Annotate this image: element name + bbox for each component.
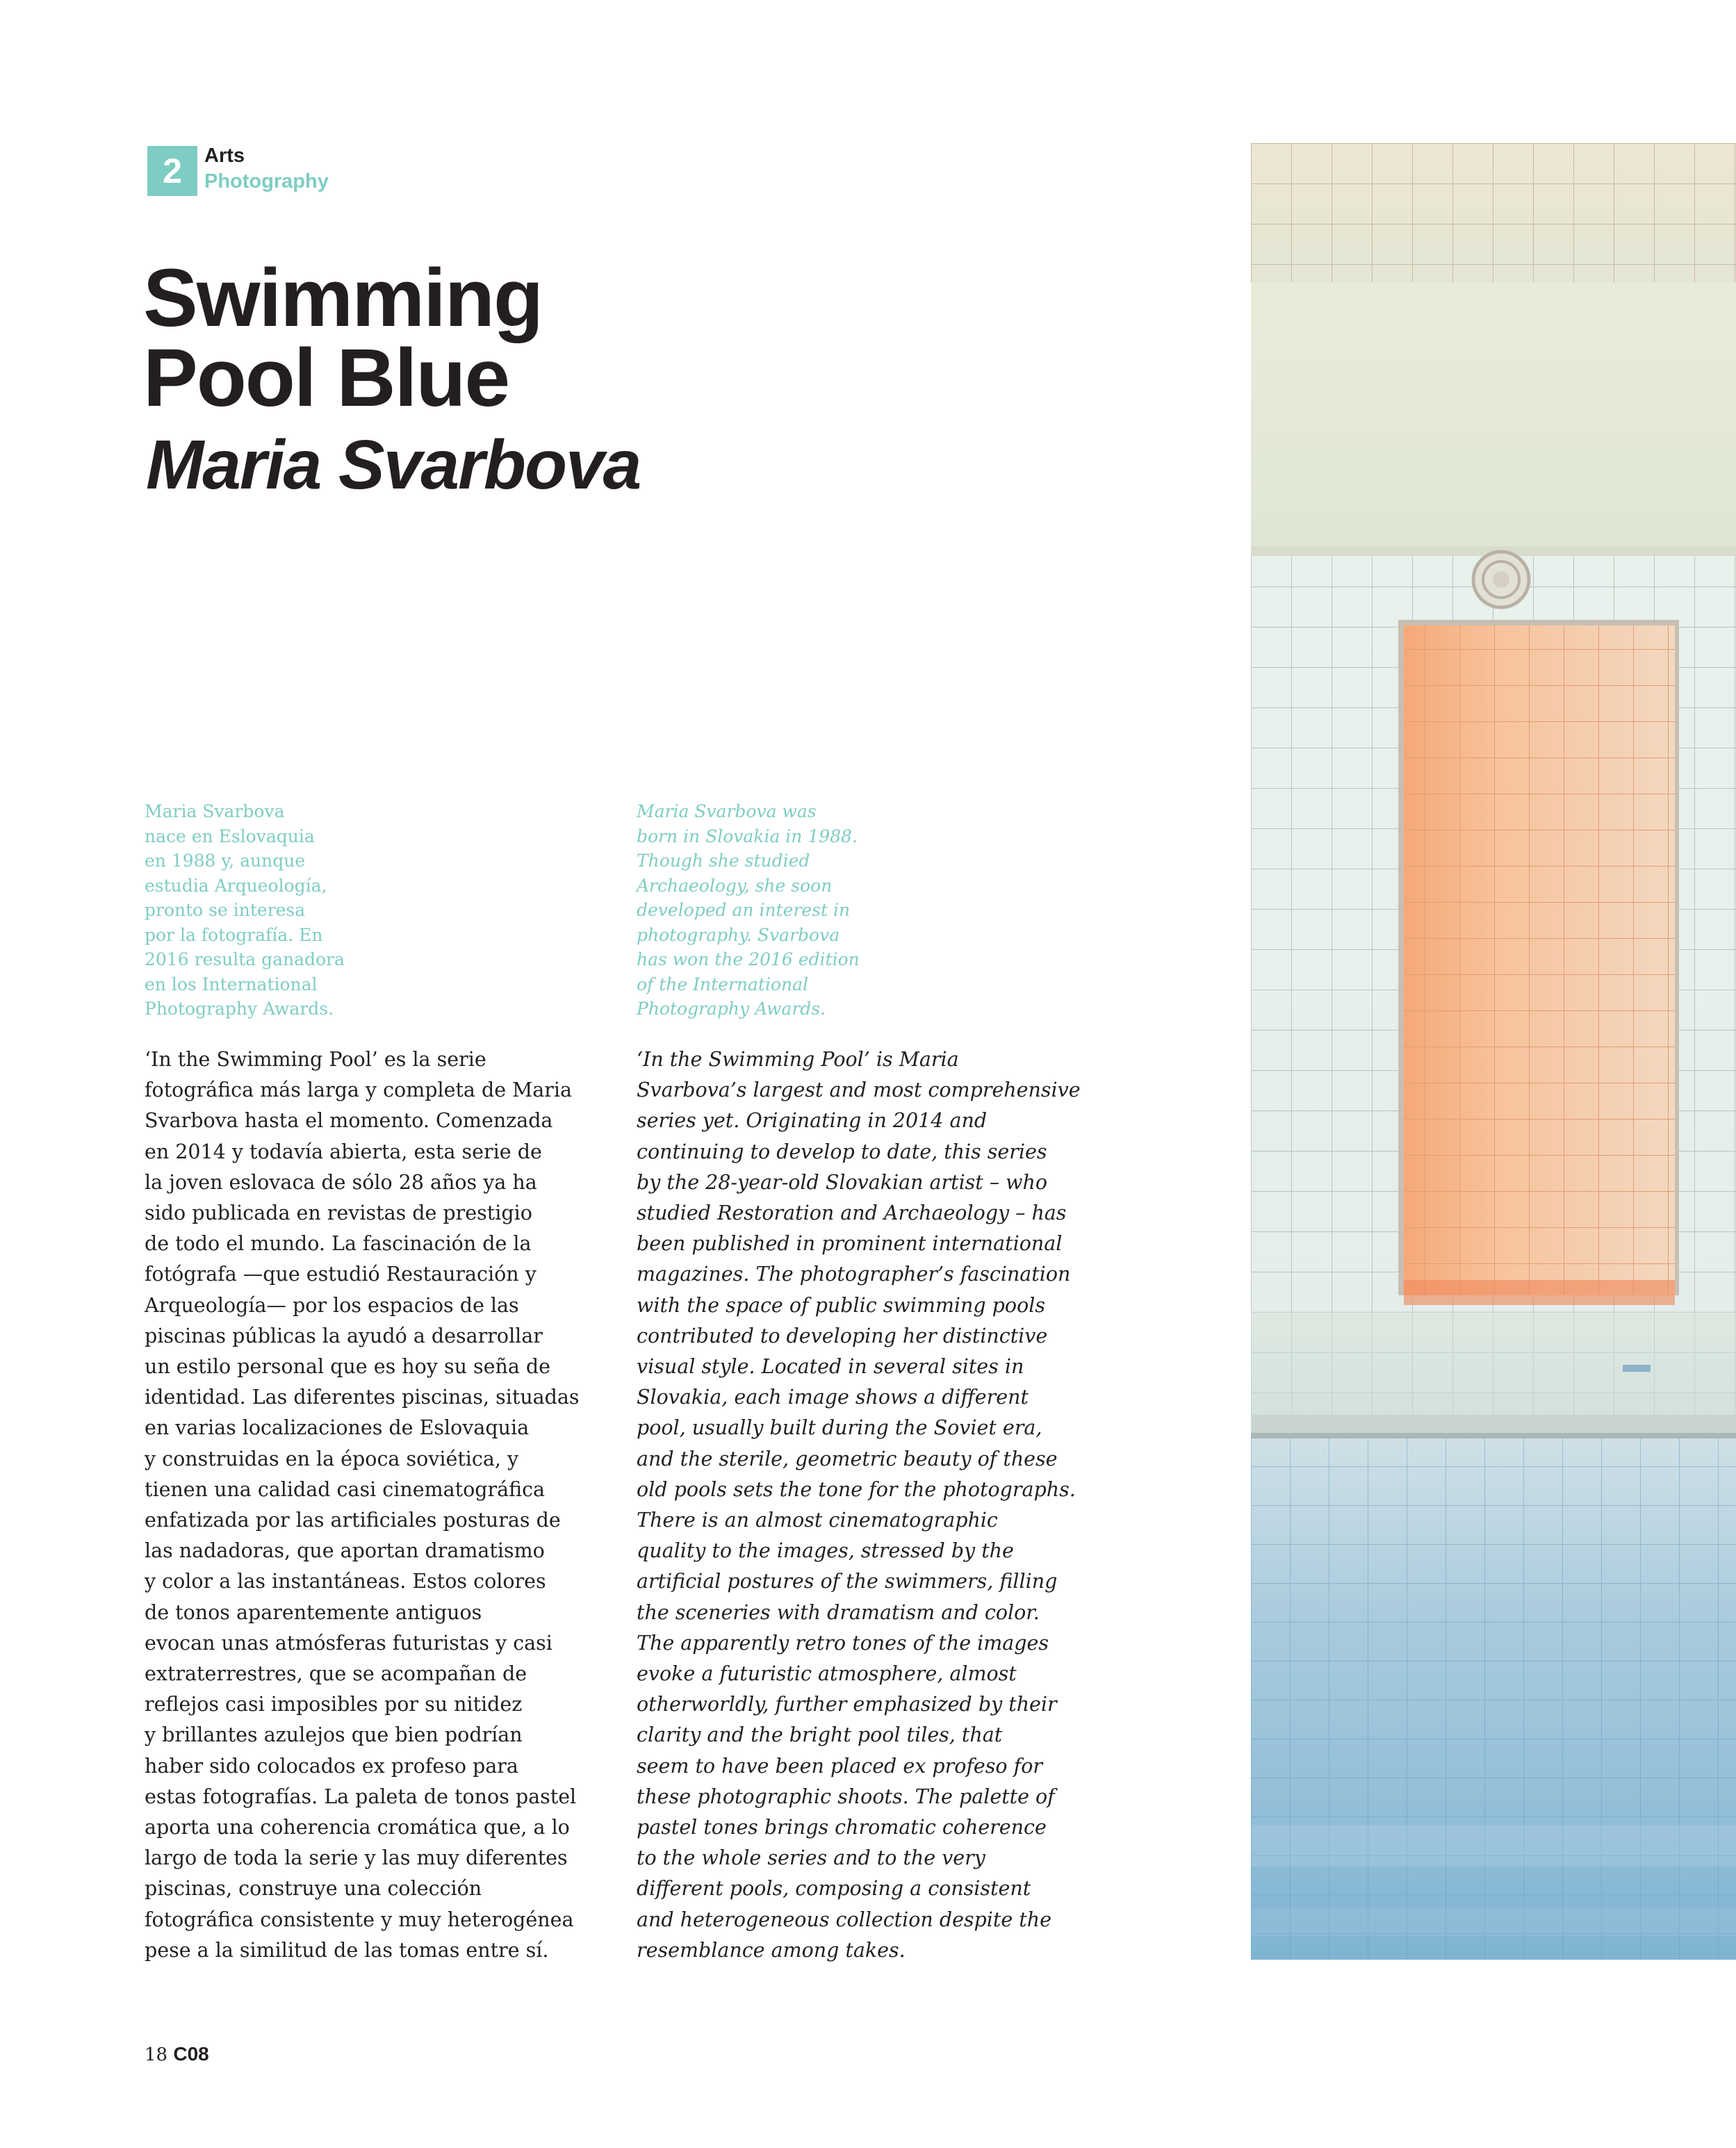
swimming-pool-photo	[1251, 143, 1736, 1960]
section-number-badge: 2	[147, 146, 197, 196]
section-subcategory: Photography	[204, 170, 329, 192]
page-number: 18	[145, 2044, 168, 2065]
body-spanish: ‘In the Swimming Pool’ es la serie fotográfica más larga y completa de Maria Svarbova hasta el momento. Comenzada en 2014 y todavía abierta, esta serie de la joven eslovaca de sólo 28 años ya ha sido publicada en revistas de prestigio de todo el mundo. La fascinación de la fotógrafa —que estudió Restauración y Arqueología— por los espacios de las piscinas públicas la ayudó a desarrollar un estilo personal que es hoy su seña de identidad. Las diferentes piscinas, situadas en varias localizaciones de Eslovaquia y construidas en la época soviética, y tienen una calidad casi cinematográfica enfatizada por las artificiales posturas de las nadadoras, que aportan dramatismo y color a las instantáneas. Estos colores de tonos aparentemente antiguos evocan unas atmósferas futuristas y casi extraterrestres, que se acompañan de reflejos casi imposibles por su nitidez y brillantes azulejos que bien podrían haber sido colocados ex profeso para estas fotografías. La paleta de tonos pastel aporta una coherencia cromática que, a lo largo de toda la serie y las muy diferentes piscinas, construye una colección fotográfica consistente y muy heterogénea pese a la similitud de las tomas entre sí.	[145, 1048, 580, 1962]
title-line-1: Swimming	[143, 252, 543, 344]
intro-spanish: Maria Svarbova nace en Eslovaquia en 1988 y, aunque estudia Arqueología, pronto se interesa por la fotografía. En 2016 resulta ganadora en los International Photography Awards.	[145, 801, 345, 1019]
intro-english: Maria Svarbova was born in Slovakia in 1988. Though she studied Archaeology, she soon developed an interest in photography. Svarbova has won the 2016 edition of the International Photography Awards.	[637, 801, 860, 1019]
title-line-2: Pool Blue	[143, 332, 509, 424]
article-title	[143, 252, 543, 424]
article-author: Maria Svarbova	[146, 426, 641, 504]
page-folio	[145, 2040, 209, 2069]
magazine-name: C08	[173, 2043, 209, 2065]
body-english: ‘In the Swimming Pool’ is Maria Svarbova’s largest and most comprehensive series yet. Originating in 2014 and continuing to develop to date, this series by the 28-year-old Slovakian artist – who studied Restoration and Archaeology – has been published in prominent international magazines. The photographer’s fascination with the space of public swimming pools contributed to developing her distinctive visual style. Located in several sites in Slovakia, each image shows a different pool, usually built during the Soviet era, and the sterile, geometric beauty of these old pools sets the tone for the photographs. There is an almost cinematographic quality to the images, stressed by the artificial postures of the swimmers, filling the sceneries with dramatism and color. The apparently retro tones of the images evoke a futuristic atmosphere, almost otherworldly, further emphasized by their clarity and the bright pool tiles, that seem to have been placed ex profeso for these photographic shoots. The palette of pastel tones brings chromatic coherence to the whole series and to the very different pools, composing a consistent and heterogeneous collection despite the resemblance among takes.	[637, 1048, 1081, 1962]
section-category: Arts	[204, 145, 245, 167]
